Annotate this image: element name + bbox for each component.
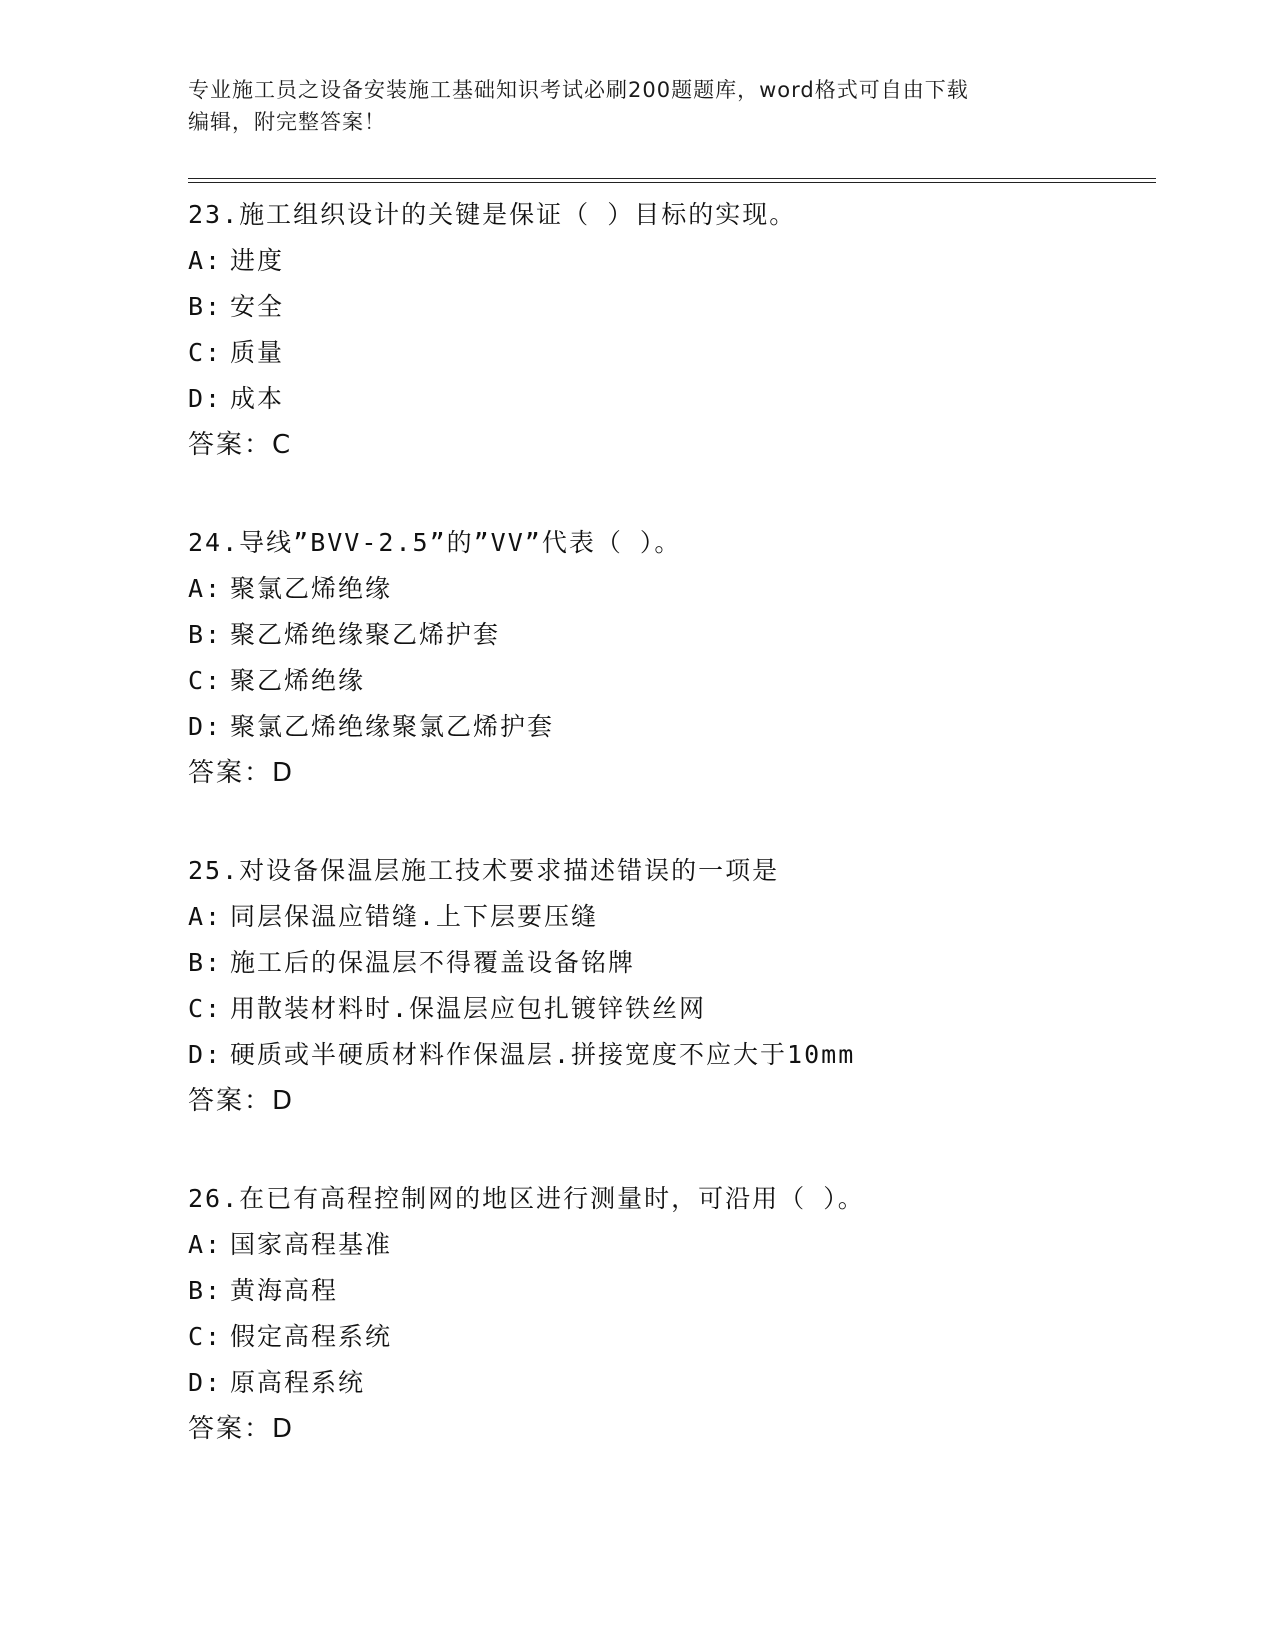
answer-label: 答案： — [188, 430, 273, 460]
option-c — [188, 986, 1156, 1032]
option-letter: B: — [188, 292, 223, 321]
answer-label: 答案： — [188, 1086, 273, 1116]
question-text: 25.对设备保温层施工技术要求描述错误的一项是 — [188, 856, 780, 885]
option-letter: B: — [188, 1276, 223, 1305]
option-letter: C: — [188, 666, 223, 695]
option-text: 硬质或半硬质材料作保温层.拼接宽度不应大于10mm — [230, 1040, 856, 1069]
option-text: 聚氯乙烯绝缘聚氯乙烯护套 — [230, 712, 555, 741]
option-letter: B: — [188, 620, 223, 649]
answer — [188, 1406, 1156, 1452]
option-text: 原高程系统 — [230, 1368, 366, 1397]
option-c — [188, 1314, 1156, 1360]
option-letter: B: — [188, 948, 223, 977]
option-letter: C: — [188, 1322, 223, 1351]
option-letter: C: — [188, 338, 223, 367]
option-text: 用散装材料时.保温层应包扎镀锌铁丝网 — [230, 994, 707, 1023]
option-a — [188, 238, 1156, 284]
option-c — [188, 330, 1156, 376]
option-d — [188, 704, 1156, 750]
option-letter: A: — [188, 1230, 223, 1259]
answer — [188, 750, 1156, 796]
option-d — [188, 1360, 1156, 1406]
answer-value: D — [272, 1414, 295, 1444]
question-text: 23.施工组织设计的关键是保证（ ）目标的实现。 — [188, 200, 797, 229]
option-letter: D: — [188, 384, 223, 413]
header-line-1: 专业施工员之设备安装施工基础知识考试必刷200题题库，word格式可自由下载 — [188, 78, 969, 102]
option-text: 聚乙烯绝缘聚乙烯护套 — [230, 620, 501, 649]
question-23 — [188, 192, 1156, 468]
option-text: 国家高程基准 — [230, 1230, 393, 1259]
answer-value: C — [272, 430, 293, 460]
answer-value: D — [272, 1086, 295, 1116]
option-b — [188, 284, 1156, 330]
option-c — [188, 658, 1156, 704]
answer-value: D — [272, 758, 295, 788]
option-text: 假定高程系统 — [230, 1322, 393, 1351]
option-b — [188, 940, 1156, 986]
option-text: 进度 — [230, 246, 285, 275]
question-26 — [188, 1176, 1156, 1452]
answer — [188, 422, 1156, 468]
option-a — [188, 894, 1156, 940]
option-a — [188, 1222, 1156, 1268]
option-letter: D: — [188, 712, 223, 741]
option-letter: D: — [188, 1040, 223, 1069]
option-text: 同层保温应错缝.上下层要压缝 — [230, 902, 599, 931]
question-text: 26.在已有高程控制网的地区进行测量时，可沿用（ ）。 — [188, 1184, 865, 1213]
option-b — [188, 612, 1156, 658]
answer — [188, 1078, 1156, 1124]
option-text: 聚氯乙烯绝缘 — [230, 574, 393, 603]
option-letter: A: — [188, 574, 223, 603]
option-text: 质量 — [230, 338, 285, 367]
option-text: 黄海高程 — [230, 1276, 339, 1305]
header-double-rule — [188, 178, 1156, 183]
option-d — [188, 376, 1156, 422]
answer-label: 答案： — [188, 1414, 273, 1444]
option-letter: A: — [188, 902, 223, 931]
header-line-2: 编辑，附完整答案！ — [188, 110, 386, 134]
option-a — [188, 566, 1156, 612]
option-letter: A: — [188, 246, 223, 275]
option-text: 聚乙烯绝缘 — [230, 666, 366, 695]
answer-label: 答案： — [188, 758, 273, 788]
document-header — [188, 74, 1088, 138]
question-25 — [188, 848, 1156, 1124]
question-text: 24.导线”BVV-2.5”的”VV”代表（ ）。 — [188, 528, 682, 557]
option-letter: C: — [188, 994, 223, 1023]
question-24 — [188, 520, 1156, 796]
option-letter: D: — [188, 1368, 223, 1397]
option-b — [188, 1268, 1156, 1314]
question-list — [188, 192, 1156, 1504]
option-text: 安全 — [230, 292, 285, 321]
option-text: 成本 — [230, 384, 285, 413]
option-text: 施工后的保温层不得覆盖设备铭牌 — [230, 948, 636, 977]
option-d — [188, 1032, 1156, 1078]
